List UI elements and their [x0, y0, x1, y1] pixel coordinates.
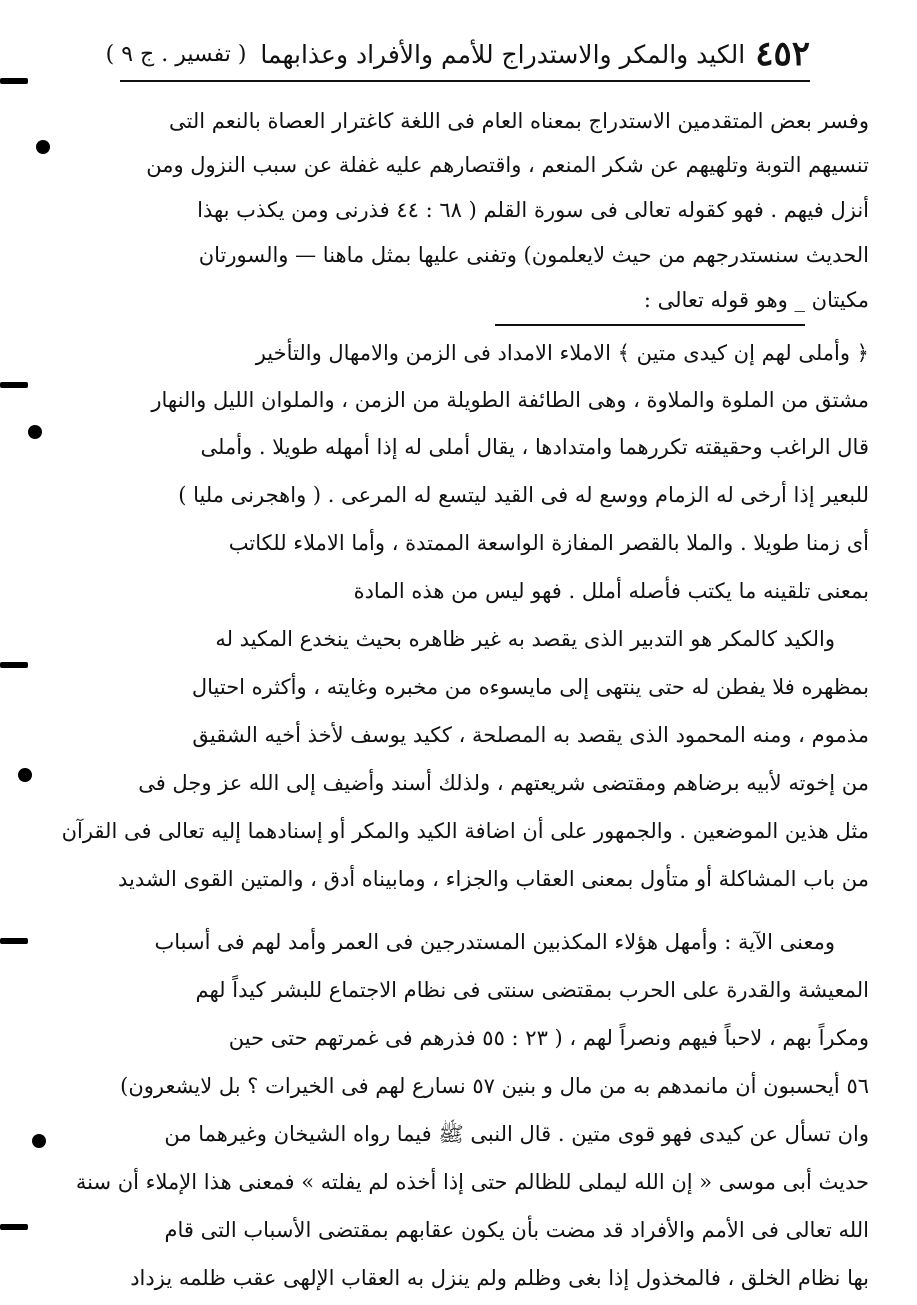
text-line: أنزل فيهم . فهو كقوله تعالى فى سورة القلم ( ٦٨ : ٤٤ فذرنى ومن يكذب بهذا: [197, 198, 869, 222]
text-line: قال الراغب وحقيقته تكررهما وامتدادها ، يقال أملى له إذا أمهله طويلا . وأملى: [200, 435, 869, 459]
page-number: ٤٥٢: [755, 34, 810, 74]
scan-margin-blot: [36, 140, 50, 154]
scan-margin-blot: [32, 1134, 46, 1148]
text-line: حديث أبى موسى « إن الله ليملى للظالم حتى إذا أخذه لم يفلته » فمعنى هذا الإملاء أن سنة: [75, 1170, 869, 1194]
text-line: ٥٦ أيحسبون أن مانمدهم به من مال و بنين ٥٧ نسارع لهم فى الخيرات ؟ بل لايشعرون): [120, 1074, 869, 1098]
text-line: من إخوته لأبيه برضاهم ومقتضى شريعتهم ، ولذلك أسند وأضيف إلى الله عز وجل فى: [138, 771, 869, 795]
text-line: بها نظام الخلق ، فالمخذول إذا بغى وظلم ولم ينزل به العقاب الإلهى عقب ظلمه يزداد: [130, 1266, 869, 1290]
text-line: ومعنى الآية : وأمهل هؤلاء المكذبين المستدرجين فى العمر وأمد لهم فى أسباب: [154, 930, 835, 954]
text-line: مشتق من الملوة والملاوة ، وهى الطائفة الطويلة من الزمن ، والملوان الليل والنهار: [151, 388, 869, 412]
text-line: بمعنى تلقينه ما يكتب فأصله أملل . فهو ليس من هذه المادة: [353, 579, 869, 603]
text-line: الحديث سنستدرجهم من حيث لايعلمون) وتفنى عليها بمثل ماهنا — والسورتان: [198, 243, 869, 267]
scan-margin-mark: [0, 382, 28, 388]
scan-margin-mark: [0, 1224, 28, 1230]
text-line: مذموم ، ومنه المحمود الذى يقصد به المصلحة ، ككيد يوسف لأخذ أخيه الشقيق: [192, 723, 869, 747]
text-line: مكيتان _ وهو قوله تعالى :: [643, 288, 869, 312]
text-line: ومكراً بهم ، لاحباً فيهم ونصراً لهم ، ( ٢٣ : ٥٥ فذرهم فى غمرتهم حتى حين: [228, 1026, 869, 1050]
text-line: للبعير إذا أرخى له الزمام ووسع له فى القيد ليتسع له المرعى . ( واهجرنى مليا ): [178, 483, 869, 507]
text-line: تنسيهم التوبة وتلهيهم عن شكر المنعم ، واقتصارهم عليه غفلة عن سبب النزول ومن: [146, 153, 869, 177]
text-line: وفسر بعض المتقدمين الاستدراج بمعناه العام فى اللغة كاغترار العصاة بالنعم التى: [168, 109, 869, 133]
scan-margin-blot: [28, 425, 42, 439]
text-line: أى زمنا طويلا . والملا بالقصر المفازة الواسعة الممتدة ، وأما الاملاء للكاتب: [228, 531, 869, 555]
text-line: المعيشة والقدرة على الحرب بمقتضى سنتى فى نظام الاجتماع للبشر كيداً لهم: [195, 978, 869, 1002]
volume-note: ( تفسير . ج ٩ ): [105, 41, 247, 67]
scan-margin-mark: [0, 938, 28, 944]
text-line: ﴿ وأملى لهم إن كيدى متين ﴾ الاملاء الامداد فى الزمن والامهال والتأخير: [255, 341, 869, 365]
text-line: وان تسأل عن كيدى فهو قوى متين . قال النبى ﷺ فيما رواه الشيخان وغيرهما من: [164, 1122, 869, 1146]
scan-margin-mark: [0, 662, 28, 668]
text-line: من باب المشاكلة أو متأول بمعنى العقاب والجزاء ، ومابيناه أدق ، والمتين القوى الشديد: [117, 867, 869, 891]
text-line: مثل هذين الموضعين . والجمهور على أن اضافة الكيد والمكر أو إسنادهما إليه تعالى فى القرآن: [61, 819, 869, 843]
text-line: بمظهره فلا يفطن له حتى ينتهى إلى مايسوءه من مخبره وغايته ، وأكثره احتيال: [191, 675, 869, 699]
text-line: الله تعالى فى الأمم والأفراد قد مضت بأن يكون عقابهم بمقتضى الأسباب التى قام: [164, 1218, 869, 1242]
chapter-title: الكيد والمكر والاستدراج للأمم والأفراد وعذابهما: [260, 39, 746, 69]
text-line: والكيد كالمكر هو التدبير الذى يقصد به غير ظاهره بحيث ينخدع المكيد له: [215, 627, 835, 651]
scan-margin-blot: [18, 768, 32, 782]
scan-margin-mark: [0, 78, 28, 84]
